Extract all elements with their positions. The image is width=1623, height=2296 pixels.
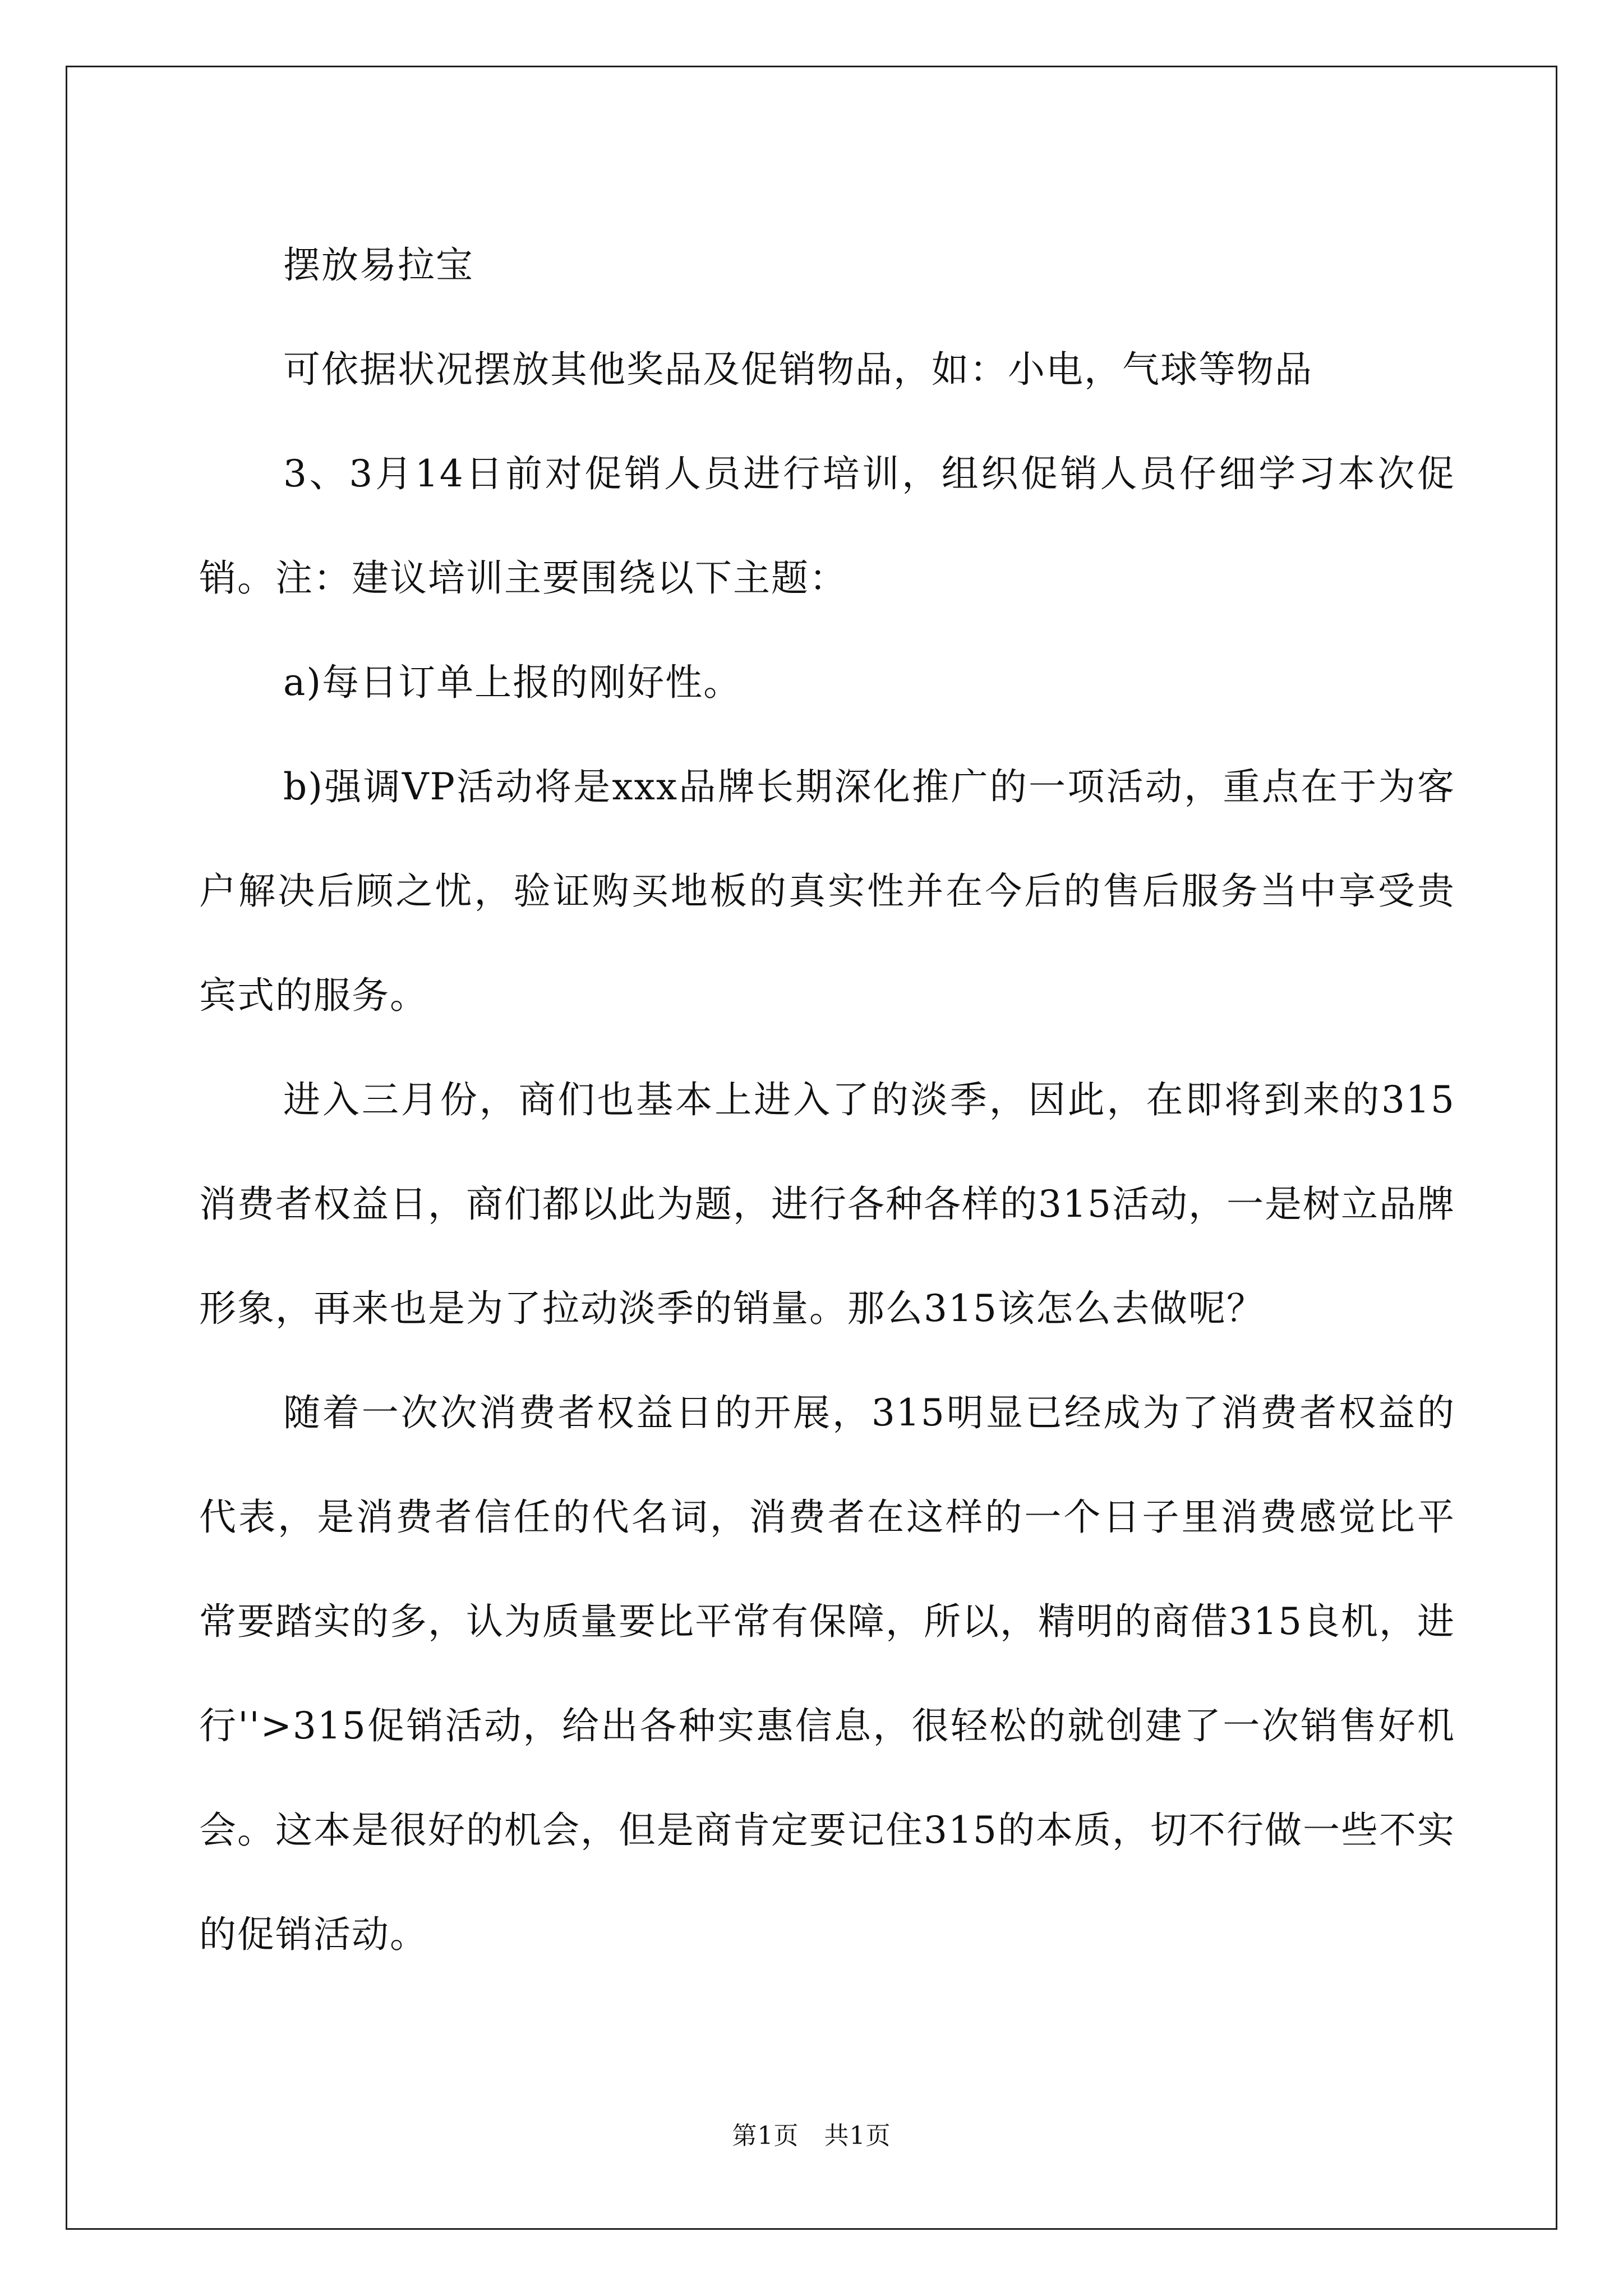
document-body [199,213,1455,1987]
paragraph-1: 摆放易拉宝 [283,243,474,287]
paragraph-7: 随着一次次消费者权益日的开展，315明显已经成为了消费者权益的代表，是消费者信任的代名词，消费者在这样的一个日子里消费感觉比平常要踏实的多，认为质量要比平常有保障，所以，精明的商借315良机，进行''>315促销活动，给出各种实惠信息，很轻松的就创建了一次销售好机会。这本是很好的机会，但是商肯定要记住315的本质，切不行做一些不实的促销活动。 [199,1391,1455,1956]
paragraph-2: 可依据状况摆放其他奖品及促销物品，如：小电，气球等物品 [283,348,1313,391]
paragraph-3: 3、3月14日前对促销人员进行培训，组织促销人员仔细学习本次促销。注：建议培训主要围绕以下主题： [199,452,1455,600]
paragraph-5: b)强调VP活动将是xxx品牌长期深化推广的一项活动，重点在于为客户解决后顾之忧，验证购买地板的真实性并在今后的售后服务当中享受贵宾式的服务。 [199,765,1455,1017]
paragraph-4: a)每日订单上报的刚好性。 [283,661,742,704]
page-footer: 第1页 共1页 [732,2122,891,2150]
paragraph-6: 进入三月份，商们也基本上进入了的淡季，因此，在即将到来的315消费者权益日，商们都以此为题，进行各种各样的315活动，一是树立品牌形象，再来也是为了拉动淡季的销量。那么315该怎么去做呢？ [199,1078,1455,1330]
